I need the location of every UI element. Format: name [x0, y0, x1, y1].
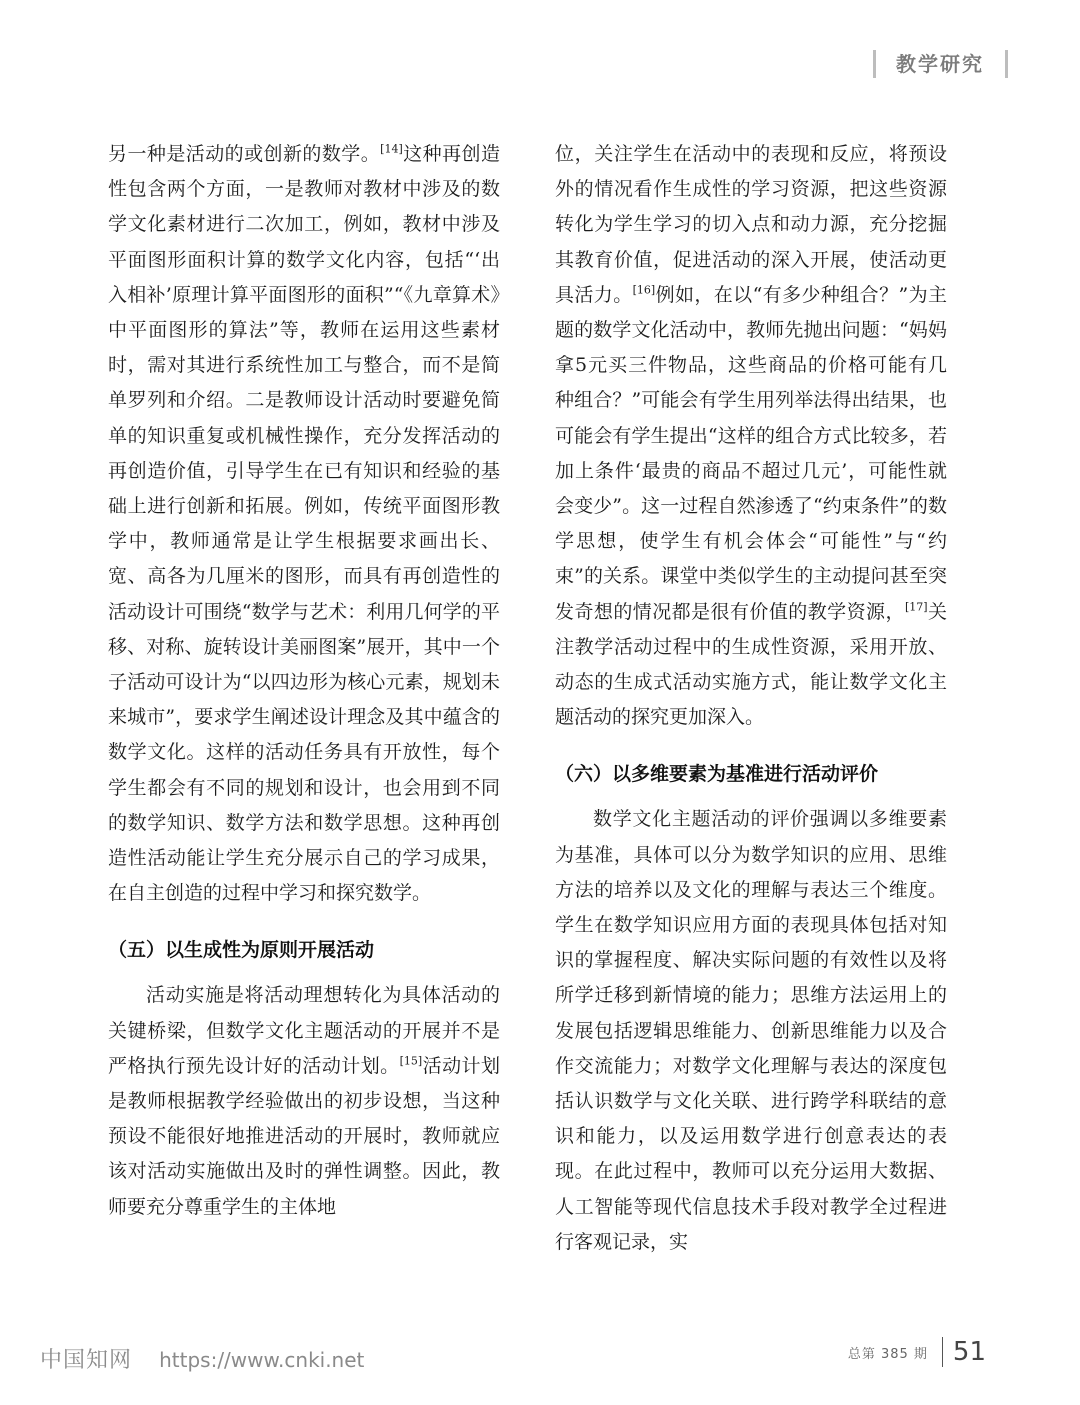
paragraph — [555, 802, 947, 1260]
paragraph-text: 例如，在以“有多少种组合？”为主题的数学文化活动中，教师先抛出问题：“妈妈拿5元买三件物品，这些商品的价格可能有几种组合？”可能会有学生用列举法得出结果，也可能会有学生提出“这样的组合方式比较多，若加上条件‘最贵的商品不超过几元’，可能性就会变少”。这一过程自然渗透了“约束条件”的数学思想，使学生有机会体会“可能性”与“约束”的关系。课堂中类似学生的主动提问甚至突发奇想的情况都是很有价值的教学资源， — [555, 283, 947, 623]
footer-divider — [942, 1337, 943, 1367]
citation: [17] — [904, 600, 928, 614]
watermark — [40, 1345, 364, 1375]
header-divider-right — [1005, 50, 1008, 78]
paragraph-text: 关注教学活动过程中的生成性资源，采用开放、动态的生成式活动实施方式，能让数学文化主题活动的探究更加深入。 — [555, 600, 947, 729]
watermark-url: https://www.cnki.net — [159, 1348, 365, 1372]
paragraph-continued — [108, 137, 500, 911]
paragraph-text: 另一种是活动的或创新的数学。 — [108, 143, 381, 165]
paragraph-continued — [555, 137, 947, 735]
paragraph-text: 数学文化主题活动的评价强调以多维要素为基准，具体可以分为数学知识的应用、思维方法的培养以及文化的理解与表达三个维度。学生在数学知识应用方面的表现具体包括对知识的掌握程度、解决实际问题的有效性以及将所学迁移到新情境的能力；思维方法运用上的发展包括逻辑思维能力、创新思维能力以及合作交流能力；对数学文化理解与表达的深度包括认识数学与文化关联、进行跨学科联结的意识和能力，以及运用数学进行创意表达的表现。在此过程中，教师可以充分运用大数据、人工智能等现代信息技术手段对教学全过程进行客观记录，实 — [555, 808, 947, 1253]
left-column — [108, 137, 500, 1225]
page-number: 51 — [952, 1337, 986, 1367]
section-label: 教学研究 — [896, 52, 984, 76]
paragraph-text: 这种再创造性包含两个方面，一是教师对教材中涉及的数学文化素材进行二次加工，例如，教材中涉及平面图形面积计算的数学文化内容，包括“‘出入相补’原理计算平面图形的面积”“《九章算术》中平面图形的算法”等，教师在运用这些素材时，需对其进行系统性加工与整合，而不是简单罗列和介绍。二是教师设计活动时要避免简单的知识重复或机械性操作，充分发挥活动的再创造价值，引导学生在已有知识和经验的基础上进行创新和拓展。例如，传统平面图形教学中，教师通常是让学生根据要求画出长、宽、高各为几厘米的图形，而具有再创造性的活动设计可围绕“数学与艺术：利用几何学的平移、对称、旋转设计美丽图案”展开，其中一个子活动可设计为“以四边形为核心元素，规划未来城市”，要求学生阐述设计理念及其中蕴含的数学文化。这样的活动任务具有开放性，每个学生都会有不同的规划和设计，也会用到不同的数学知识、数学方法和数学思想。这种再创造性活动能让学生充分展示自己的学习成果，在自主创造的过程中学习和探究数学。 — [108, 143, 500, 905]
paragraph-text: 活动计划是教师根据教学经验做出的初步设想，当这种预设不能很好地推进活动的开展时，教师就应该对活动实施做出及时的弹性调整。因此，教师要充分尊重学生的主体地 — [108, 1054, 500, 1218]
right-column — [555, 137, 947, 1260]
section-heading-6: （六）以多维要素为基准进行活动评价 — [555, 763, 879, 786]
paragraph — [108, 978, 500, 1224]
citation: [16] — [632, 283, 656, 297]
paragraph-text: 活动实施是将活动理想转化为具体活动的关键桥梁，但数学文化主题活动的开展并不是严格执行预先设计好的活动计划。 — [108, 984, 500, 1077]
section-heading-5: （五）以生成性为原则开展活动 — [108, 939, 375, 962]
header-divider-left — [873, 50, 876, 78]
paragraph-text: 位，关注学生在活动中的表现和反应，将预设外的情况看作生成性的学习资源，把这些资源转化为学生学习的切入点和动力源，充分挖掘其教育价值，促进活动的深入开展，使活动更具活力。 — [555, 143, 947, 306]
citation: [15] — [399, 1054, 423, 1068]
citation: [14] — [380, 142, 403, 156]
page-footer — [848, 1335, 986, 1369]
issue-number: 总第 385 期 — [847, 1346, 928, 1362]
watermark-name: 中国知网 — [40, 1348, 133, 1373]
